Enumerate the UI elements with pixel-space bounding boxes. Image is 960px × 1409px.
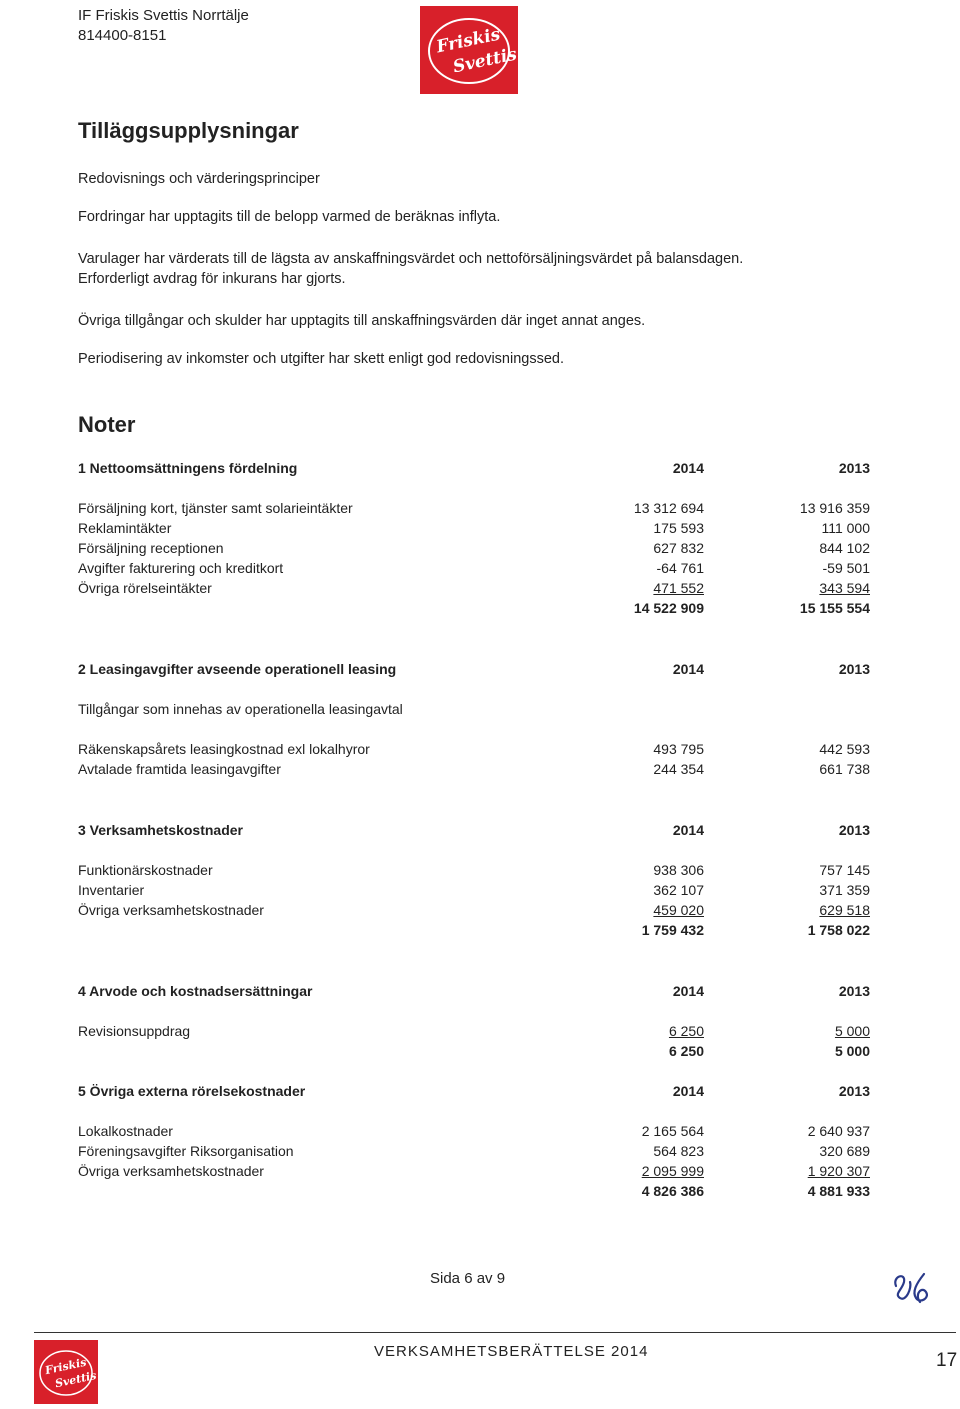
note-heading <box>78 661 870 681</box>
value-2014: 244 354 <box>653 761 704 777</box>
total-2014: 6 250 <box>668 1043 704 1059</box>
value-2014: 175 593 <box>653 520 704 536</box>
note-heading <box>78 983 870 1003</box>
value-2014: 493 795 <box>653 741 704 757</box>
paragraph-obsolescence: Erforderligt avdrag för inkurans har gjorts. <box>78 271 346 287</box>
value-2013: 5 000 <box>834 1023 870 1039</box>
note-title: 4 Arvode och kostnadsersättningar <box>78 983 313 999</box>
value-2014: -64 761 <box>656 560 704 576</box>
paragraph-inventory: Varulager har värderats till de lägsta av anskaffningsvärdet och nettoförsäljningsvärdet på balansdagen. <box>78 251 744 267</box>
value-2013: 2 640 937 <box>807 1123 870 1139</box>
note-row <box>78 882 870 902</box>
note-title: 5 Övriga externa rörelsekostnader <box>78 1083 306 1099</box>
logo-graphic <box>420 6 518 94</box>
note-row <box>78 540 870 560</box>
note-row <box>78 741 870 761</box>
note-total-row <box>78 922 870 942</box>
note-row <box>78 902 870 922</box>
year-2013-header: 2013 <box>838 822 870 838</box>
value-2014: 471 552 <box>653 580 704 596</box>
note-row <box>78 761 870 781</box>
footer-logo-graphic <box>34 1340 98 1404</box>
value-2014: 459 020 <box>653 902 704 918</box>
value-2014: 2 165 564 <box>641 1123 704 1139</box>
year-2013-header: 2013 <box>838 983 870 999</box>
total-2013: 5 000 <box>834 1043 870 1059</box>
row-label: Revisionsuppdrag <box>78 1023 191 1039</box>
note-row <box>78 862 870 882</box>
principles-heading: Redovisnings och värderingsprinciper <box>78 171 320 187</box>
value-2014: 362 107 <box>653 882 704 898</box>
total-2013: 4 881 933 <box>807 1183 870 1199</box>
paragraph-accruals: Periodisering av inkomster och utgifter har skett enligt god redovisningssed. <box>78 351 565 367</box>
organization-header <box>78 6 249 46</box>
value-2013: 343 594 <box>819 580 870 596</box>
footer-divider <box>34 1332 956 1333</box>
note-title: 1 Nettoomsättningens fördelning <box>78 460 298 476</box>
note-total-row <box>78 1183 870 1203</box>
year-2013-header: 2013 <box>838 661 870 677</box>
row-label: Inventarier <box>78 882 145 898</box>
year-2014-header: 2014 <box>672 822 704 838</box>
organization-name: IF Friskis Svettis Norrtälje <box>78 7 249 24</box>
note-row <box>78 1143 870 1163</box>
note-row <box>78 520 870 540</box>
page-title: Tilläggsupplysningar <box>78 118 299 143</box>
value-2013: 111 000 <box>821 520 870 536</box>
row-label: Avtalade framtida leasingavgifter <box>78 761 281 777</box>
value-2013: -59 501 <box>822 560 870 576</box>
row-label: Övriga verksamhetskostnader <box>78 902 264 918</box>
note-heading <box>78 460 870 480</box>
total-2013: 1 758 022 <box>807 922 870 938</box>
organization-number: 814400-8151 <box>78 27 167 44</box>
total-2014: 4 826 386 <box>641 1183 704 1199</box>
row-label: Avgifter fakturering och kreditkort <box>78 560 284 576</box>
row-label: Funktionärskostnader <box>78 862 213 878</box>
note-row <box>78 580 870 600</box>
value-2013: 629 518 <box>819 902 870 918</box>
year-2014-header: 2014 <box>672 661 704 677</box>
row-label: Övriga rörelseintäkter <box>78 580 212 596</box>
value-2013: 844 102 <box>819 540 870 556</box>
note-title: 3 Verksamhetskostnader <box>78 822 243 838</box>
note-total-row <box>78 600 870 620</box>
svg-text:Svettis: Svettis <box>53 1368 98 1391</box>
note-row <box>78 1023 870 1043</box>
note-row <box>78 1123 870 1143</box>
subheading-label: Tillgångar som innehas av operationella leasingavtal <box>78 701 403 717</box>
total-2013: 15 155 554 <box>799 600 870 616</box>
note-heading <box>78 822 870 842</box>
report-title: VERKSAMHETSBERÄTTELSE 2014 <box>374 1343 649 1360</box>
friskis-svettis-footer-logo <box>34 1340 98 1404</box>
value-2013: 320 689 <box>819 1143 870 1159</box>
value-2013: 1 920 307 <box>807 1163 870 1179</box>
row-label: Övriga verksamhetskostnader <box>78 1163 264 1179</box>
row-label: Föreningsavgifter Riksorganisation <box>78 1143 294 1159</box>
value-2013: 661 738 <box>819 761 870 777</box>
signature-graphic <box>890 1268 934 1308</box>
row-label: Reklamintäkter <box>78 520 172 536</box>
svg-text:Friskis: Friskis <box>434 24 503 58</box>
page-label: Sida 6 av 9 <box>430 1270 506 1287</box>
svg-text:Svettis: Svettis <box>451 44 518 78</box>
row-label: Räkenskapsårets leasingkostnad exl lokalhyror <box>78 741 370 757</box>
note-total-row <box>78 1043 870 1063</box>
value-2014: 13 312 694 <box>633 500 704 516</box>
value-2014: 627 832 <box>653 540 704 556</box>
paragraph-receivables: Fordringar har upptagits till de belopp varmed de beräknas inflyta. <box>78 209 501 225</box>
value-2014: 938 306 <box>653 862 704 878</box>
signature-initials <box>890 1268 934 1308</box>
row-label: Lokalkostnader <box>78 1123 173 1139</box>
note-row <box>78 500 870 520</box>
row-label: Försäljning receptionen <box>78 540 224 556</box>
value-2014: 2 095 999 <box>641 1163 704 1179</box>
note-row <box>78 560 870 580</box>
note-subheading <box>78 701 870 721</box>
year-2014-header: 2014 <box>672 1083 704 1099</box>
year-2014-header: 2014 <box>672 460 704 476</box>
svg-text:Friskis: Friskis <box>43 1355 88 1378</box>
notes-title: Noter <box>78 412 136 437</box>
friskis-svettis-logo <box>420 6 518 94</box>
value-2013: 757 145 <box>819 862 870 878</box>
value-2013: 442 593 <box>819 741 870 757</box>
value-2014: 6 250 <box>668 1023 704 1039</box>
year-2013-header: 2013 <box>838 460 870 476</box>
total-2014: 14 522 909 <box>633 600 704 616</box>
year-2014-header: 2014 <box>672 983 704 999</box>
note-heading <box>78 1083 870 1103</box>
footer-page-number: 17 <box>936 1350 958 1371</box>
note-row <box>78 1163 870 1183</box>
value-2014: 564 823 <box>653 1143 704 1159</box>
value-2013: 371 359 <box>819 882 870 898</box>
total-2014: 1 759 432 <box>641 922 704 938</box>
year-2013-header: 2013 <box>838 1083 870 1099</box>
row-label: Försäljning kort, tjänster samt solarieintäkter <box>78 500 353 516</box>
note-title: 2 Leasingavgifter avseende operationell leasing <box>78 661 397 677</box>
paragraph-assets-liabilities: Övriga tillgångar och skulder har upptagits till anskaffningsvärden där inget annat anges. <box>78 313 646 329</box>
value-2013: 13 916 359 <box>799 500 870 516</box>
